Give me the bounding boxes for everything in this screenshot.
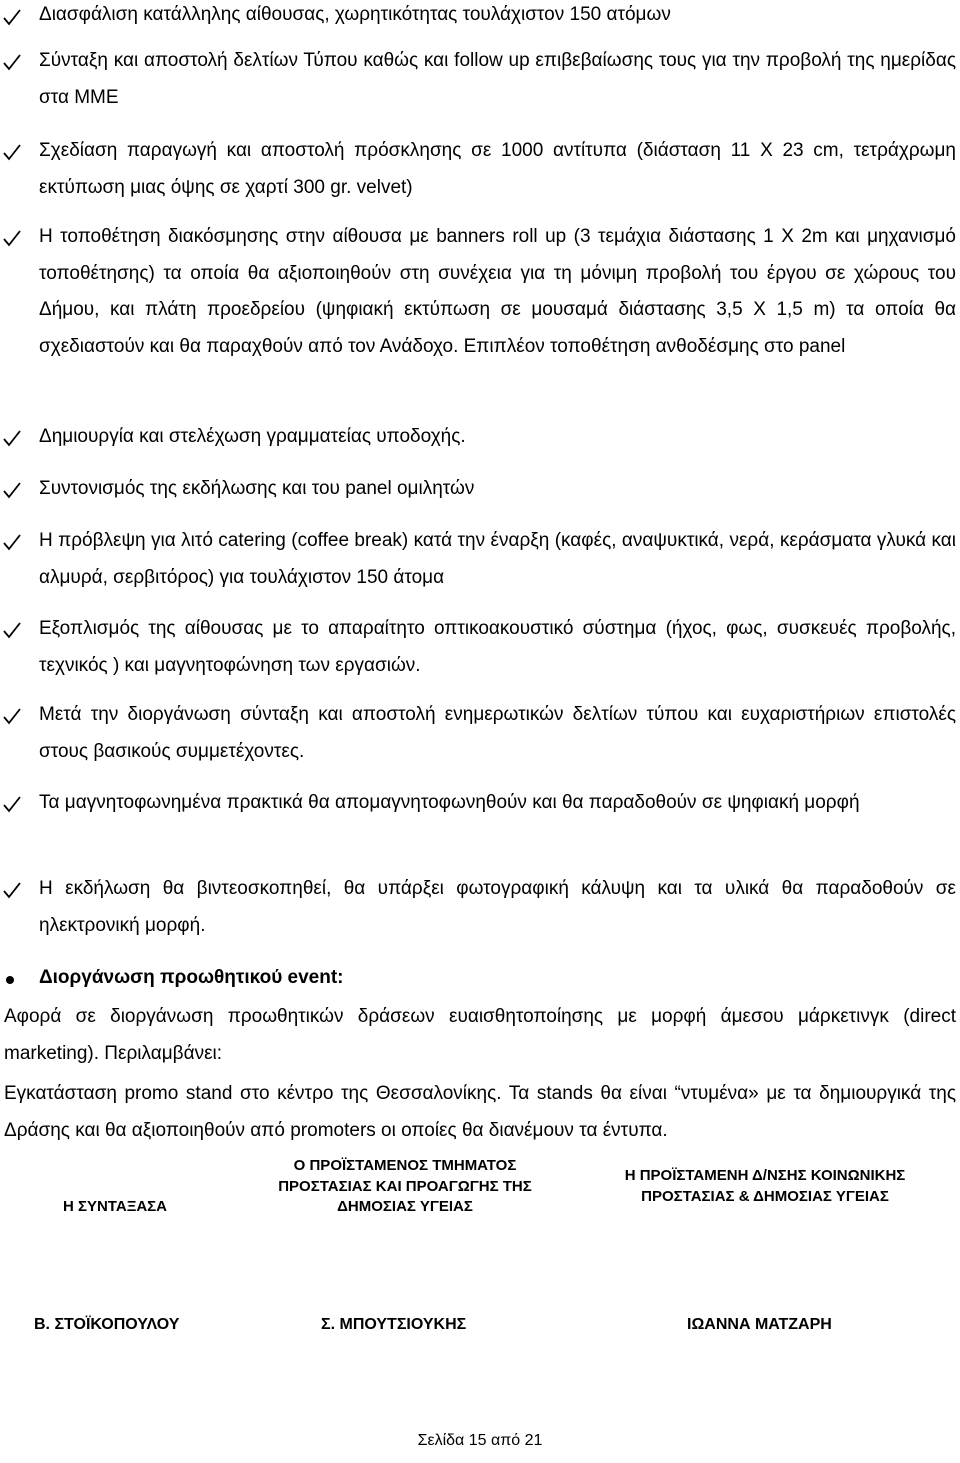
check-icon bbox=[2, 794, 22, 814]
signature-name-director: ΙΩΑΝΝΑ ΜΑΤΖΑΡΗ bbox=[687, 1316, 832, 1333]
page-number: Σελίδα 15 από 21 bbox=[417, 1432, 543, 1449]
signature-name-department-head: Σ. ΜΠΟΥΤΣΙΟΥΚΗΣ bbox=[321, 1316, 467, 1333]
check-icon bbox=[2, 480, 22, 500]
check-icon bbox=[2, 7, 22, 27]
signature-title-director: Η ΠΡΟΪΣΤΑΜΕΝΗ Δ/ΝΣΗΣ ΚΟΙΝΩΝΙΚΗΣ ΠΡΟΣΤΑΣΙΑΣ & ΔΗΜΟΣΙΑΣ ΥΓΕΙΑΣ bbox=[624, 1167, 906, 1205]
list-item-text: Εξοπλισμός της αίθουσας με το απαραίτητο οπτικοακουστικό σύστημα (ήχος, φως, συσκευές προβολής, τεχνικός ) και μαγνητοφώνηση των εργασιών. bbox=[39, 618, 956, 676]
list-item-text: Διασφάλιση κατάλληλης αίθουσας, χωρητικότητας τουλάχιστον 150 ατόμων bbox=[39, 4, 671, 25]
list-item-text: Η τοποθέτηση διακόσμησης στην αίθουσα με banners roll up (3 τεμάχια διάστασης 1 Χ 2m και μηχανισμό τοποθέτησης) τα οποία θα αξιοποιηθούν στη συνέχεια για τη μόνιμη προβολή του έργου σε χώρους του Δήμου, και πλάτη προεδρείου (ψηφιακή εκτύπωση σε μουσαμά διάστασης 3,5 Χ 1,5 m) τα οποία θα σχεδιαστούν και θα παραχθούν από τον Ανάδοχο. Επιπλέον τοποθέτηση ανθοδέσμης στο panel bbox=[39, 226, 956, 358]
check-icon bbox=[2, 620, 22, 640]
check-icon bbox=[2, 706, 22, 726]
bullet-icon bbox=[6, 976, 14, 984]
section-heading bbox=[0, 963, 960, 993]
check-icon bbox=[2, 228, 22, 248]
section-heading-text: Διοργάνωση προωθητικού event: bbox=[39, 967, 344, 988]
list-item-text: Σχεδίαση παραγωγή και αποστολή πρόσκλησης σε 1000 αντίτυπα (διάσταση 11 Χ 23 cm, τετράχρωμη εκτύπωση μιας όψης σε χαρτί 300 gr. velvet) bbox=[39, 140, 956, 198]
check-icon bbox=[2, 428, 22, 448]
list-item-text: Συντονισμός της εκδήλωσης και του panel ομιλητών bbox=[39, 478, 475, 499]
list-item-text: Δημιουργία και στελέχωση γραμματείας υποδοχής. bbox=[39, 426, 466, 447]
signature-title-author: Η ΣΥΝΤΑΞΑΣΑ bbox=[62, 1198, 168, 1215]
paragraph-direct-marketing: Αφορά σε διοργάνωση προωθητικών δράσεων ευαισθητοποίησης με μορφή άμεσου μάρκετινγκ (direct marketing). Περιλαμβάνει: bbox=[4, 1006, 956, 1064]
list-item-text: Σύνταξη και αποστολή δελτίων Τύπου καθώς και follow up επιβεβαίωσης τους για την προβολή της ημερίδας στα ΜΜΕ bbox=[39, 50, 956, 108]
paragraph-promo-stand: Εγκατάσταση promo stand στο κέντρο της Θεσσαλονίκης. Τα stands θα είναι “ντυμένα» με τα δημιουργικά της Δράσης και θα αξιοποιηθούν από promoters οι οποίες θα διανέμουν τα έντυπα. bbox=[4, 1083, 956, 1141]
signature-name-author: Β. ΣΤΟΪΚΟΠΟΥΛΟΥ bbox=[34, 1316, 180, 1333]
list-item-text: Η εκδήλωση θα βιντεοσκοπηθεί, θα υπάρξει φωτογραφική κάλυψη και τα υλικά θα παραδοθούν σε ηλεκτρονική μορφή. bbox=[39, 878, 956, 936]
check-icon bbox=[2, 880, 22, 900]
list-item-text: Μετά την διοργάνωση σύνταξη και αποστολή ενημερωτικών δελτίων τύπου και ευχαριστήριων επιστολές στους βασικούς συμμετέχοντες. bbox=[39, 704, 956, 762]
list-item-text: Η πρόβλεψη για λιτό catering (coffee break) κατά την έναρξη (καφές, αναψυκτικά, νερά, κεράσματα γλυκά και αλμυρά, σερβιτόρος) για τουλάχιστον 150 άτομα bbox=[39, 530, 956, 588]
check-icon bbox=[2, 532, 22, 552]
list-item-text: Τα μαγνητοφωνημένα πρακτικά θα απομαγνητοφωνηθούν και θα παραδοθούν σε ψηφιακή μορφή bbox=[39, 792, 860, 813]
check-icon bbox=[2, 142, 22, 162]
check-icon bbox=[2, 52, 22, 72]
signature-title-department-head: Ο ΠΡΟΪΣΤΑΜΕΝΟΣ ΤΜΗΜΑΤΟΣ ΠΡΟΣΤΑΣΙΑΣ ΚΑΙ ΠΡΟΑΓΩΓΗΣ ΤΗΣ ΔΗΜΟΣΙΑΣ ΥΓΕΙΑΣ bbox=[278, 1157, 532, 1215]
